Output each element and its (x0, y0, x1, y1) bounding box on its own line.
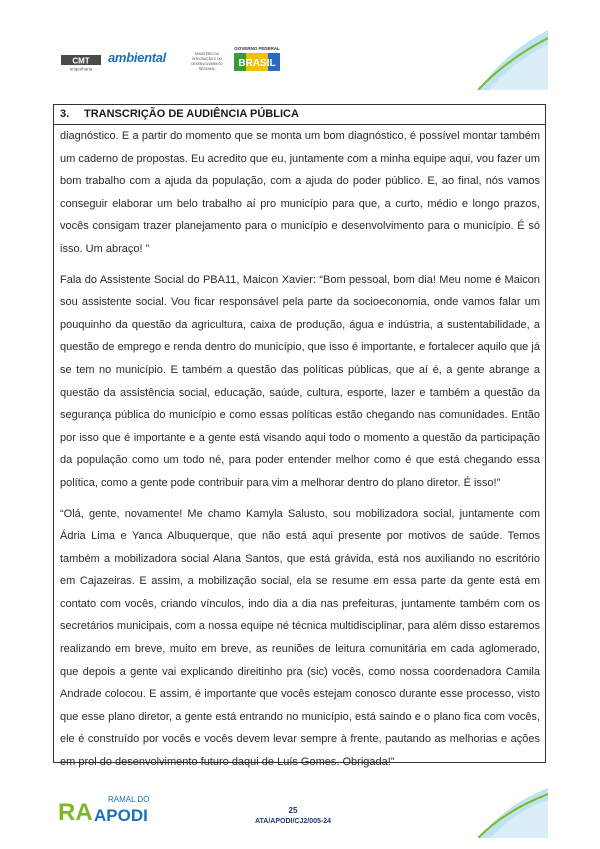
transcription-box (53, 104, 546, 769)
svg-text:INTEGRAÇÃO E DO: INTEGRAÇÃO E DO (192, 57, 222, 61)
document-code: ATA/APODI/CJ2/005-24 (255, 818, 331, 825)
section-title-text: TRANSCRIÇÃO DE AUDIÊNCIA PÚBLICA (84, 108, 299, 120)
section-number: 3. (60, 108, 70, 120)
svg-text:GOVERNO FEDERAL: GOVERNO FEDERAL (234, 46, 280, 51)
transcription-content (60, 125, 540, 782)
svg-text:MINISTÉRIO DA: MINISTÉRIO DA (195, 52, 219, 56)
ambiental-logo: ambiental (108, 50, 166, 65)
governo-federal-logo (232, 44, 282, 74)
ministerio-logo (186, 48, 228, 72)
cmt-logo (61, 55, 101, 71)
paragraph: diagnóstico. E a partir do momento que se monta um bom diagnóstico, é possível montar também um caderno de propostas. Eu acredito que eu, juntamente com a minha equipe aqui, vou fazer um bom trabalho com a ajuda da população, com a ajuda do poder público. E, ao final, nós vamos conseguir elaborar um belo trabalho aí pro município para que, a curto, médio e longo prazos, vocês consigam trazer planejamento para o município e desenvolvimento para o município. É só isso. Um abraço! ” (60, 130, 540, 255)
cmt-logo-subtext: engenharia (69, 66, 93, 71)
svg-text:REGIONAL: REGIONAL (198, 67, 216, 71)
svg-text:BRASIL: BRASIL (238, 58, 276, 69)
ra-letters: RA (58, 799, 93, 826)
paragraph: “Olá, gente, novamente! Me chamo Kamyla Salusto, sou mobilizadora social, juntamente com Ádria Lima e Yanca Albuquerque, que não está aqui presente por motivos de saúde. Temos também a mobilizadora social Alana Santos, que está grávida, está nos auxiliando no escritório em Cajazeiras. E assim, a mobilização social, ela se resume em essa parte da gente está em contato com vocês, criando vínculos, indo dia a dia nas prefeituras, juntamente também com os secretários municipais, com a nossa equipe né técnica multidisciplinar, para além disso estaremos realizando em breve, muito em breve, as reuniões de leitura comunitária em cada aglomerado, que depois a gente vai explicando direitinho pra (sic) vocês, como nossa coordenadora Camila Andrade colocou. E assim, é importante que vocês estejam conosco durante esse processo, visto que esse plano diretor, a gente está entrando no município, está saindo e o plano fica com vocês, ele é construído por vocês e vocês devem levar sempre à frente, pautando as melhorias e ações em prol do desenvolvimento futuro daqui de Luís Gomes. Obrigada!” (60, 507, 540, 769)
ramal-do-text: RAMAL DO (108, 795, 150, 804)
decorative-swoosh-bottom (478, 788, 548, 838)
svg-text:DESENVOLVIMENTO: DESENVOLVIMENTO (191, 62, 223, 66)
cmt-logo-text: CMT (72, 56, 90, 66)
section-title (54, 105, 545, 125)
page-number: 25 (288, 806, 298, 815)
decorative-swoosh (478, 30, 548, 90)
apodi-text: APODI (94, 806, 148, 825)
paragraph: Fala do Assistente Social do PBA11, Maicon Xavier: “Bom pessoal, bom dia! Meu nome é Maicon sou assistente social. Vou ficar responsável pela parte da socioeconomia, onde vamos falar um pouquinho da questão da agricultura, caixa de produção, água e indústria, a sustentabilidade, a questão de emprego e renda dentro do município, que isso é importante, e fortalecer aquilo que já se tem no município. E também a questão das políticas públicas, que aí é, a gente abrange a questão da assistência social, educação, saúde, cultura, esporte, lazer e também a questão da segurança pública do município e como essas políticas estão chegando nas comunidades. Então por isso que é importante e a gente está visando aqui todo o momento a questão da participação da população como um todo né, para poder entender melhor como é que está chegando essa política, como a gente pode contribuir para vim a melhorar dentro do plano diretor. É isso!” (60, 273, 540, 489)
page-header (0, 0, 600, 100)
